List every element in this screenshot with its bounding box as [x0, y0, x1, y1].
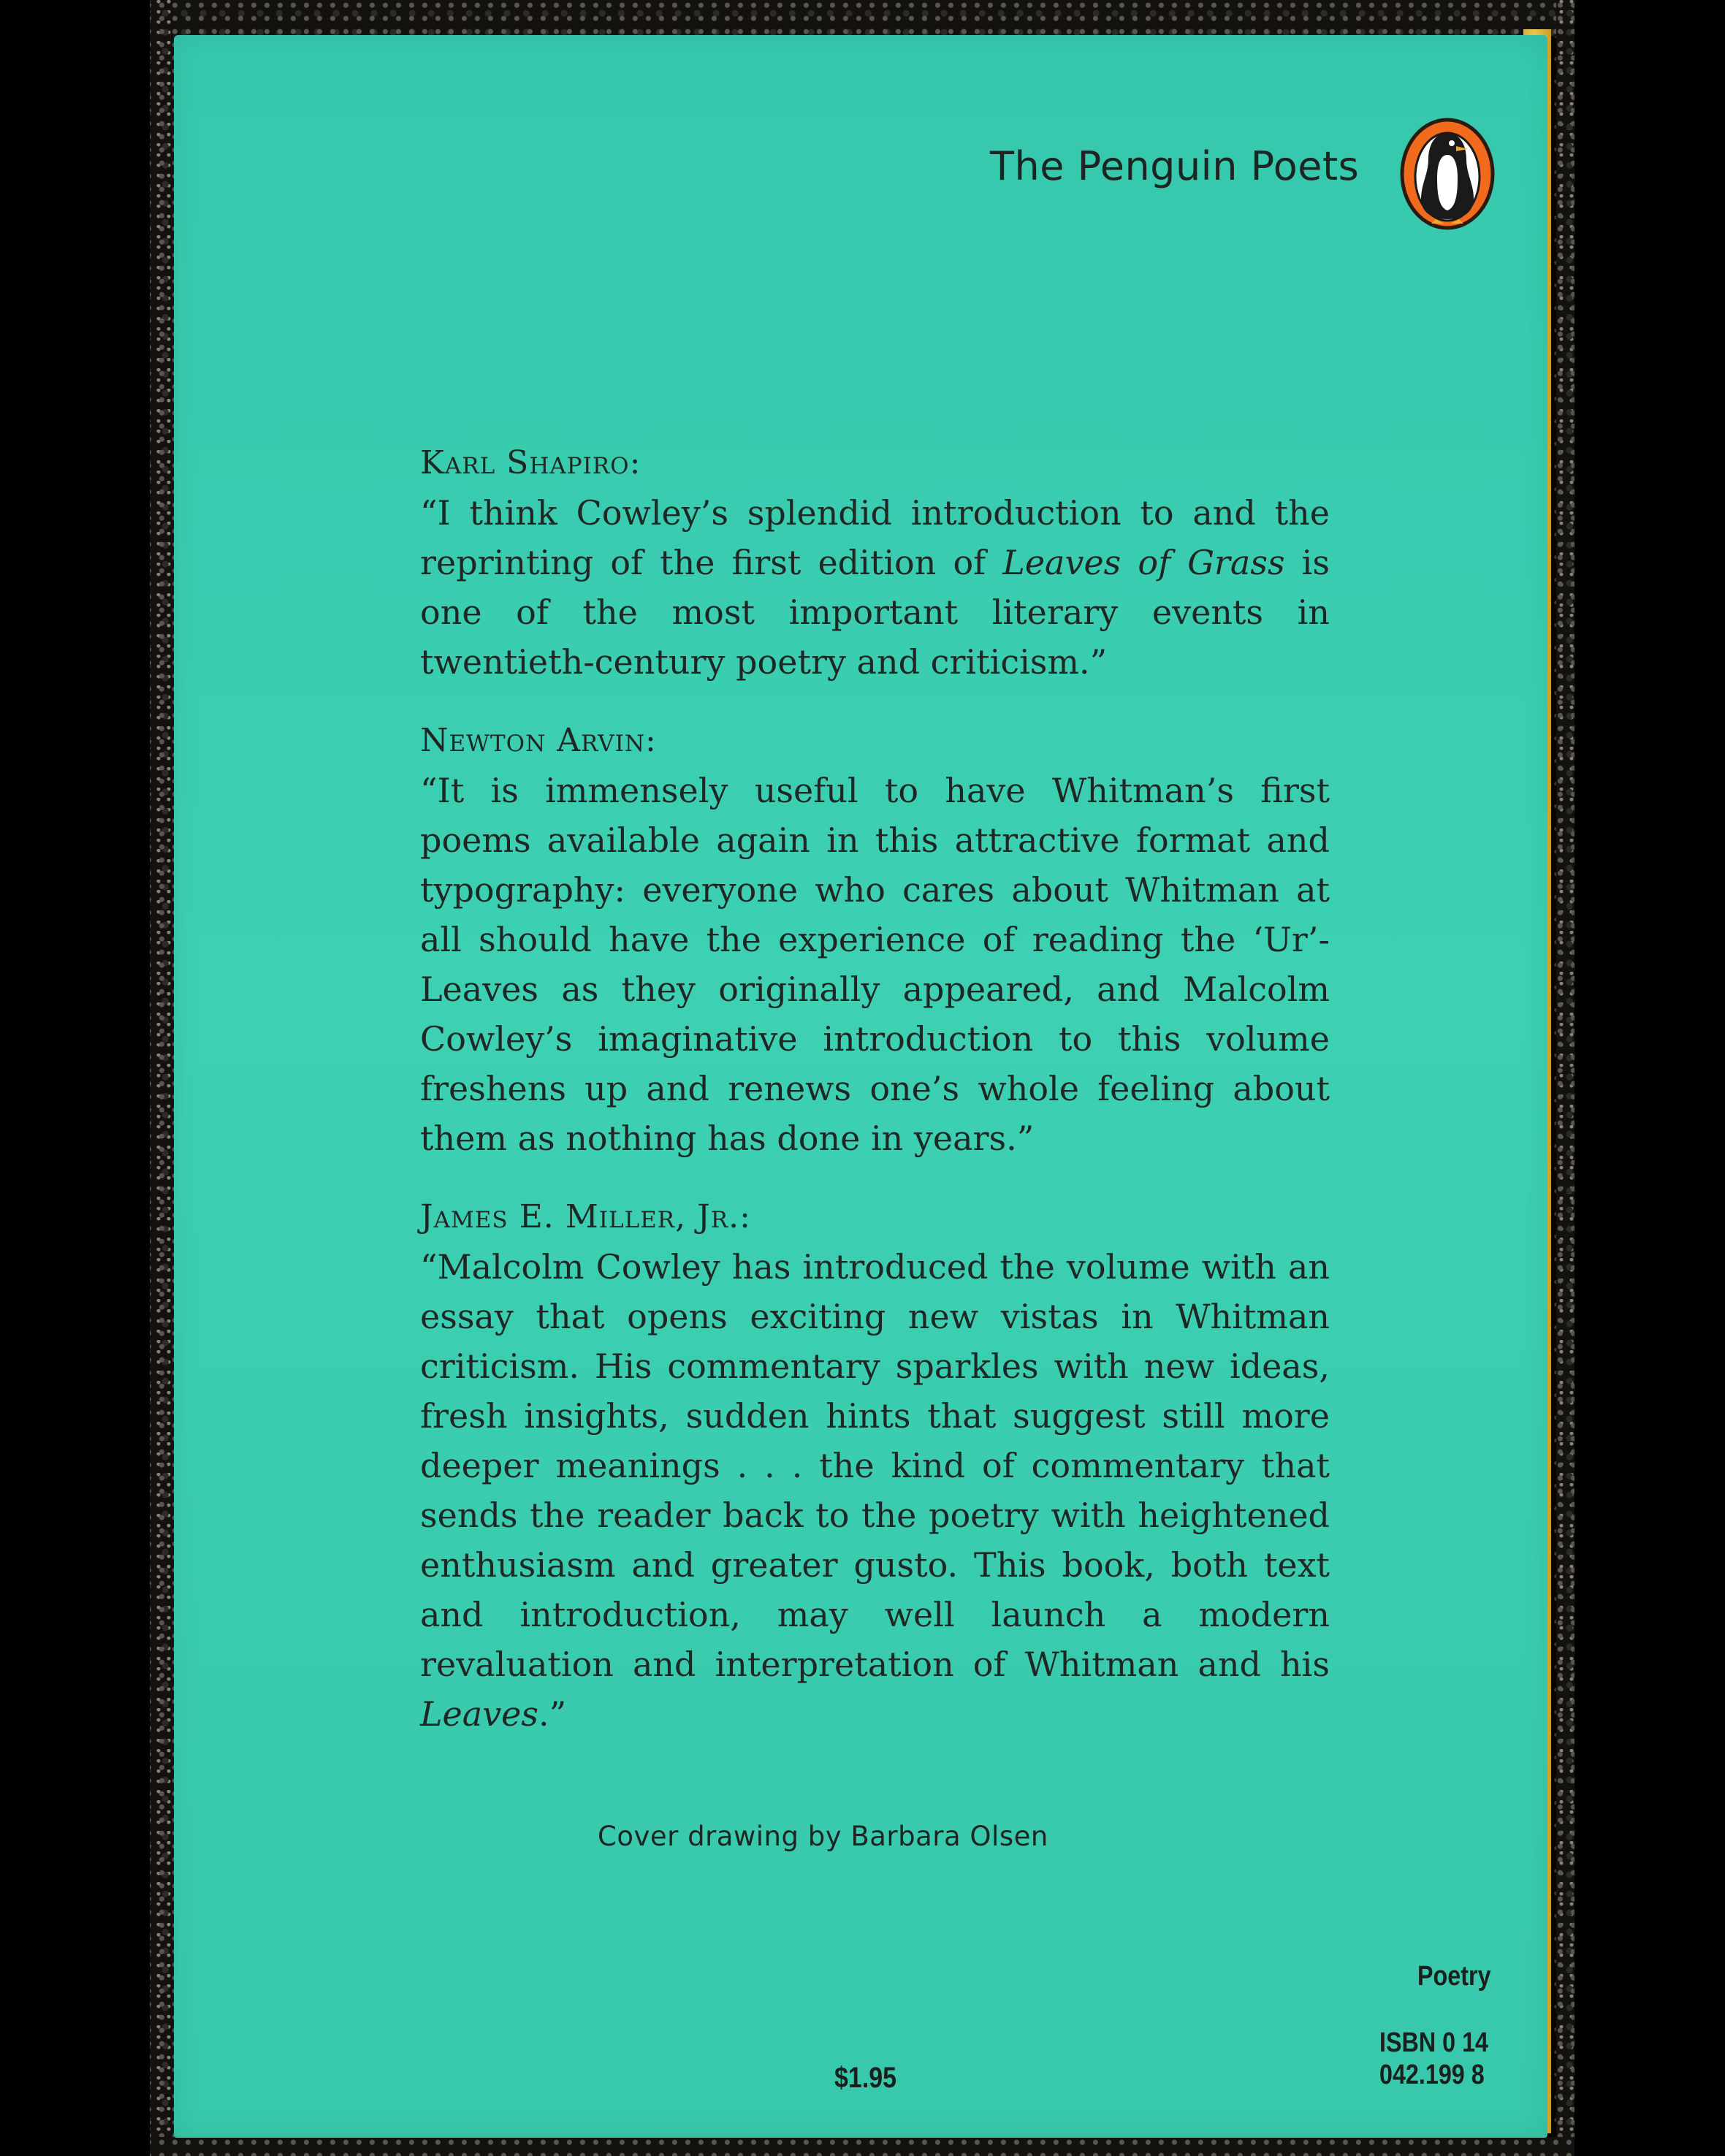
- blurb-quote: [420, 766, 1330, 1163]
- blurb-author: Newton Arvin:: [420, 722, 657, 759]
- blurb-karl-shapiro: [420, 438, 1330, 687]
- letterbox-left: [0, 0, 150, 2156]
- quote-text: .”: [538, 1694, 567, 1734]
- penguin-logo-icon: [1399, 117, 1496, 231]
- book-title-italic: Leaves: [420, 1694, 539, 1734]
- price-label: $1.95: [834, 2062, 897, 2094]
- review-quotes: [420, 438, 1330, 1768]
- isbn-line-2: 042.199 8: [1379, 2060, 1485, 2090]
- background-texture-top: [0, 0, 1725, 37]
- isbn-line-1: ISBN 0 14: [1379, 2027, 1489, 2058]
- quote-text: “Malcolm Cowley has introduced the volume with an essay that opens exciting new vistas in Whitman criticism. His commentary sparkles with new ideas, fresh insights, sudden hints that suggest still more deeper meanings . . . the kind of commentary that sends the reader back to the poetry with heightened enthusiasm and greater gusto. This book, both text and introduction, may well launch a modern revaluation and interpretation of Whitman and his: [420, 1247, 1330, 1684]
- background-texture-bottom: [0, 2137, 1725, 2156]
- letterbox-right: [1574, 0, 1725, 2156]
- blurb-author: James E. Miller, Jr.:: [420, 1198, 751, 1235]
- series-title: The Penguin Poets: [990, 143, 1360, 189]
- isbn-block: [1379, 2027, 1488, 2091]
- blurb-james-miller: [420, 1192, 1330, 1739]
- blurb-quote: [420, 488, 1330, 687]
- category-label: Poetry: [1417, 1961, 1491, 1992]
- blurb-newton-arvin: [420, 716, 1330, 1163]
- cover-credit: Cover drawing by Barbara Olsen: [598, 1821, 1048, 1852]
- book-title-italic: Leaves of Grass: [1002, 543, 1285, 582]
- blurb-author: Karl Shapiro:: [420, 444, 641, 481]
- quote-text: is one of the most important literary events in twentieth-century poetry and criticism.”: [420, 543, 1330, 682]
- quote-text: “I think Cowley’s splendid introduction to and the reprinting of the first edition of: [420, 493, 1330, 582]
- quote-text: “It is immensely useful to have Whitman’s first poems available again in this attractive format and typography: everyone who cares about Whitman at all should have the experience of reading the ‘Ur’-Leaves as they originally appeared, and Malcolm Cowley’s imaginative introduction to this volume freshens up and renews one’s whole feeling about them as nothing has done in years.”: [420, 771, 1330, 1158]
- blurb-quote: [420, 1242, 1330, 1739]
